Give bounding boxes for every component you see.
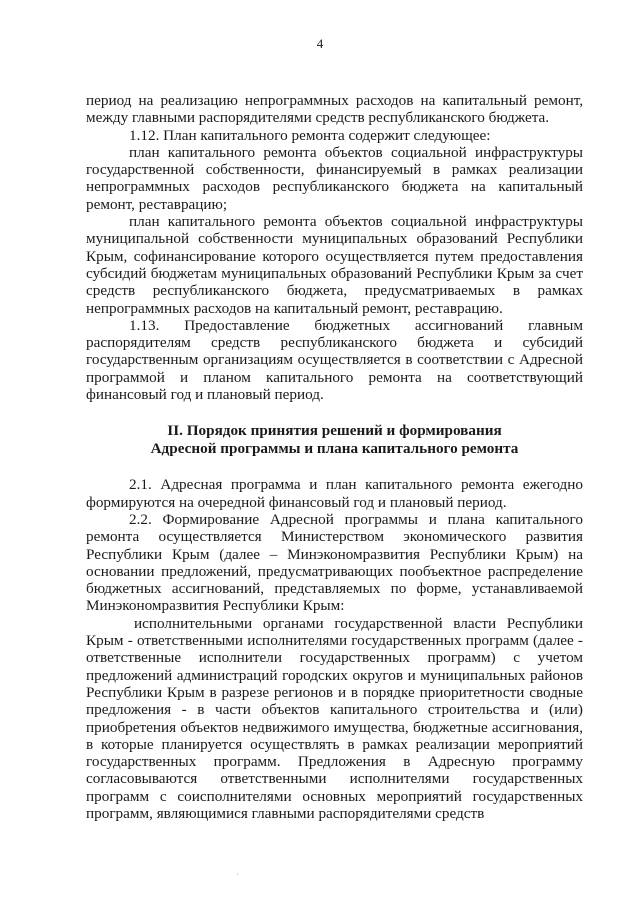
document-body	[86, 92, 583, 822]
section-heading	[86, 422, 583, 458]
section-heading-line-1: II. Порядок принятия решений и формирования	[167, 422, 502, 440]
paragraph-1-12: 1.12. План капитального ремонта содержит следующее:	[129, 126, 491, 144]
paragraph-executive-bodies: исполнительными органами государственной власти Республики Крым - ответственными исполнителями государственных программ (далее - ответственные исполнители государственных программ) с учетом предложений администраций городских округов и муниципальных районов Республики Крым в разрезе регионов и в порядке приоритетности сводные предложения - в части объектов капитального строительства и (или) приобретения объектов недвижимого имущества, бюджетные ассигнования, в которые планируется осуществлять в рамках реализации мероприятий государственных программ. Предложения в Адресную программу согласовываются ответственными исполнителями государственных программ с соисполнителями основных мероприятий государственных программ, являющимися главными распорядителями средств	[86, 614, 583, 822]
paragraph-plan-state: план капитального ремонта объектов социальной инфраструктуры государственной собственности, финансируемый в рамках реализации непрограммных расходов республиканского бюджета на капитальный ремонт, реставрацию;	[86, 143, 583, 213]
paragraph-2-2: 2.2. Формирование Адресной программы и плана капитального ремонта осуществляется Министерством экономического развития Республики Крым (далее – Минэкономразвития Республики Крым) на основании предложений, предусматривающих пообъектное распределение бюджетных ассигнований, представляемых по форме, устанавливаемой Минэкономразвития Республики Крым:	[86, 510, 583, 615]
page-number: 4	[316, 36, 324, 51]
footer-mark: ·	[236, 870, 239, 879]
paragraph-2-1: 2.1. Адресная программа и план капитального ремонта ежегодно формируются на очередной финансовый год и плановый период.	[86, 476, 583, 511]
paragraph-plan-municipal: план капитального ремонта объектов социальной инфраструктуры муниципальной собственности муниципальных образований Республики Крым, софинансирование которого осуществляется путем предоставления субсидий бюджетам муниципальных образований Республики Крым за счет средств республиканского бюджета, предусматриваемых в рамках непрограммных расходов на капитальный ремонт, реставрацию.	[86, 213, 583, 317]
section-heading-line-2: Адресной программы и плана капитального ремонта	[150, 440, 519, 458]
paragraph-1-13: 1.13. Предоставление бюджетных ассигнований главным распорядителям средств республиканского бюджета и субсидий государственным организациям осуществляется в соответствии с Адресной программой и планом капитального ремонта на соответствующий финансовый год и плановый период.	[86, 316, 583, 404]
paragraph-continuation: период на реализацию непрограммных расходов на капитальный ремонт, между главными распорядителями средств республиканского бюджета.	[86, 92, 583, 127]
